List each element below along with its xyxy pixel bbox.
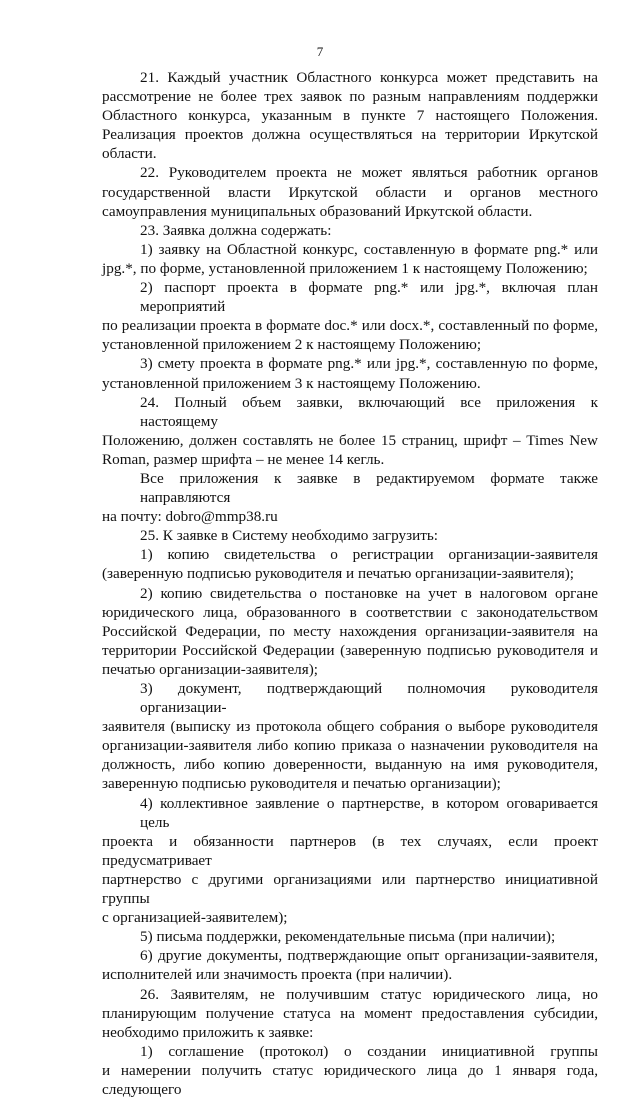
paragraph [102, 393, 598, 469]
paragraph [102, 526, 598, 545]
paragraph [102, 927, 598, 946]
text-line: необходимо приложить к заявке: [102, 1023, 314, 1041]
paragraph [102, 221, 598, 240]
text-line: 5) письма поддержки, рекомендательные письма (при наличии); [140, 928, 556, 946]
text-line: исполнителей или значимость проекта (при наличии). [102, 966, 453, 984]
text-line: Положению, должен составлять не более 15 страниц, шрифт – Times New [102, 431, 598, 449]
text-line: 3) документ, подтверждающий полномочия руководителя организации- [140, 680, 598, 717]
text-line: и намерении получить статус юридического лица до 1 января года, следующего [102, 1061, 598, 1098]
text-line: 2) копию свидетельства о постановке на учет в налоговом органе [140, 584, 598, 602]
paragraph [102, 946, 598, 984]
text-line: государственной власти Иркутской области и органов местного [102, 183, 598, 201]
text-line: установленной приложением 3 к настоящему Положению. [102, 374, 481, 392]
text-line: рассмотрение не более трех заявок по разным направлениям поддержки [102, 88, 598, 106]
text-line: 4) коллективное заявление о партнерстве, в котором оговаривается цель [140, 794, 598, 831]
text-line: на почту: dobro@mmp38.ru [102, 508, 278, 526]
paragraph [102, 545, 598, 583]
text-line: 1) копию свидетельства о регистрации организации-заявителя [140, 546, 598, 564]
text-line: организации-заявителя либо копию приказа о назначении руководителя на [102, 737, 598, 755]
text-line: планирующим получение статуса на момент предоставления субсидии, [102, 1004, 598, 1022]
text-line: Roman, размер шрифта – не менее 14 кегль. [102, 450, 385, 468]
text-line: Реализация проектов должна осуществляться на территории Иркутской [102, 126, 598, 144]
text-line: должность, либо копию доверенности, выданную на имя руководителя, [102, 756, 598, 774]
text-line: печатью организации-заявителя); [102, 660, 319, 678]
paragraph [102, 68, 598, 163]
paragraph [102, 679, 598, 794]
text-line: области. [102, 145, 157, 163]
text-line: (заверенную подписью руководителя и печатью организации-заявителя); [102, 565, 574, 583]
text-line: самоуправления муниципальных образований Иркутской области. [102, 202, 533, 220]
text-line: юридического лица, образованного в соответствии с законодательством [102, 603, 598, 621]
text-line: проекта и обязанности партнеров (в тех случаях, если проект предусматривает [102, 832, 598, 869]
text-line: по реализации проекта в формате doc.* или docx.*, составленный по форме, [102, 317, 598, 335]
text-line: территории Российской Федерации (заверенную подписью руководителя и [102, 641, 598, 659]
text-line: 1) заявку на Областной конкурс, составленную в формате png.* или [140, 240, 598, 258]
paragraph [102, 1042, 598, 1099]
text-line: заявителя (выписку из протокола общего собрания о выборе руководителя [102, 718, 598, 736]
text-line: установленной приложением 2 к настоящему Положению; [102, 336, 482, 354]
paragraph [102, 278, 598, 354]
text-line: с организацией-заявителем); [102, 909, 288, 927]
text-line: партнерство с другими организациями или партнерство инициативной группы [102, 870, 598, 908]
text-line: 23. Заявка должна содержать: [140, 221, 332, 239]
text-line: заверенную подписью руководителя и печатью организации); [102, 775, 501, 793]
text-line: Областного конкурса, указанным в пункте 7 настоящего Положения. [102, 107, 598, 125]
paragraph [102, 584, 598, 679]
paragraph [102, 469, 598, 526]
text-line: 25. К заявке в Систему необходимо загрузить: [140, 527, 438, 545]
text-line: 3) смету проекта в формате png.* или jpg.*, составленную по форме, [140, 355, 598, 373]
text-line: 21. Каждый участник Областного конкурса может представить на [140, 69, 598, 86]
text-line: jpg.*, по форме, установленной приложением 1 к настоящему Положению; [102, 259, 588, 277]
text-line: 2) паспорт проекта в формате png.* или jpg.*, включая план мероприятий [140, 279, 598, 316]
text-line: Российской Федерации, по месту нахождения организации-заявителя на [102, 622, 598, 640]
text-line: 26. Заявителям, не получившим статус юридического лица, но [140, 985, 598, 1003]
paragraph [102, 794, 598, 928]
text-line: Все приложения к заявке в редактируемом формате также направляются [140, 469, 598, 507]
text-line: 1) соглашение (протокол) о создании инициативной группы [140, 1042, 598, 1060]
text-line: 24. Полный объем заявки, включающий все приложения к настоящему [140, 393, 598, 430]
page-number: 7 [316, 44, 324, 59]
paragraph [102, 163, 598, 220]
text-line: 22. Руководителем проекта не может являться работник органов [140, 164, 598, 182]
text-line: 6) другие документы, подтверждающие опыт организации-заявителя, [140, 947, 598, 965]
paragraph [102, 240, 598, 278]
document-body [102, 68, 598, 1099]
paragraph [102, 985, 598, 1042]
paragraph [102, 354, 598, 392]
